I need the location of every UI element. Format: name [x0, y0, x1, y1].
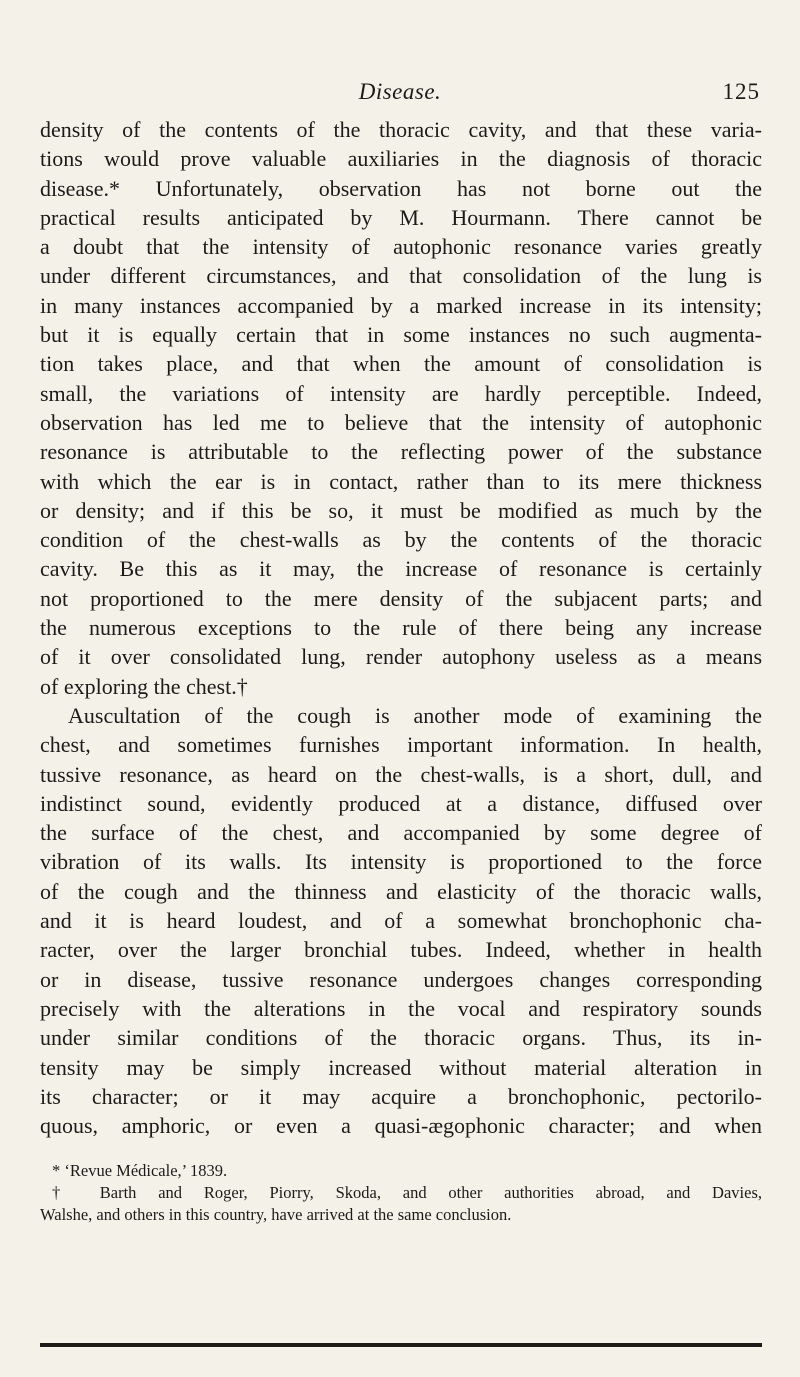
- text-line: racter, over the larger bronchial tubes. Indeed, whether in health: [40, 937, 762, 963]
- text-line: vibration of its walls. Its intensity is proportioned to the force: [40, 849, 762, 875]
- running-title: Disease.: [358, 79, 442, 104]
- body-text: [40, 115, 762, 1140]
- text-line: a doubt that the intensity of autophonic resonance varies greatly: [40, 234, 762, 260]
- footnote-1: * ‘Revue Médicale,’ 1839.: [52, 1161, 228, 1180]
- text-line: tensity may be simply increased without material alteration in: [40, 1054, 762, 1080]
- text-line: small, the variations of intensity are hardly perceptible. Indeed,: [40, 380, 762, 406]
- text-line: practical results anticipated by M. Hourmann. There cannot be: [40, 204, 762, 230]
- text-line: observation has led me to believe that the intensity of autophonic: [40, 409, 762, 435]
- footnote-2-continued: Walshe, and others in this country, have arrived at the same conclusion.: [40, 1205, 512, 1224]
- text-line: or density; and if this be so, it must be modified as much by the: [40, 497, 762, 523]
- paragraph-start-line: Auscultation of the cough is another mode of examining the: [68, 702, 762, 728]
- text-line: chest, and sometimes furnishes important information. In health,: [40, 732, 762, 758]
- text-line: resonance is attributable to the reflecting power of the substance: [40, 439, 762, 465]
- footnote-2: † Barth and Roger, Piorry, Skoda, and other authorities abroad, and Davies,: [52, 1183, 762, 1202]
- text-line: of the cough and the thinness and elasticity of the thoracic walls,: [40, 878, 762, 904]
- text-line: disease.* Unfortunately, observation has not borne out the: [40, 175, 762, 201]
- page-number: 125: [722, 79, 760, 104]
- text-line: cavity. Be this as it may, the increase of resonance is certainly: [40, 556, 762, 582]
- text-line: of it over consolidated lung, render autophony useless as a means: [40, 644, 762, 670]
- text-line: density of the contents of the thoracic cavity, and that these varia-: [40, 117, 762, 142]
- text-line: with which the ear is in contact, rather than to its mere thickness: [40, 468, 762, 494]
- text-line: precisely with the alterations in the vocal and respiratory sounds: [40, 995, 762, 1021]
- text-line: the surface of the chest, and accompanied by some degree of: [40, 820, 762, 846]
- text-line: not proportioned to the mere density of the subjacent parts; and: [40, 585, 762, 611]
- text-line: the numerous exceptions to the rule of there being any increase: [40, 615, 762, 641]
- text-line: under similar conditions of the thoracic organs. Thus, its in-: [40, 1025, 762, 1051]
- text-line: but it is equally certain that in some instances no such augmenta-: [40, 322, 762, 348]
- running-head: [40, 79, 760, 109]
- text-line: tions would prove valuable auxiliaries in the diagnosis of thoracic: [40, 146, 762, 172]
- paragraph-end-line: of exploring the chest.†: [40, 673, 248, 699]
- page-bottom-edge: [40, 1343, 762, 1347]
- text-line: tion takes place, and that when the amount of consolidation is: [40, 351, 762, 377]
- text-line: or in disease, tussive resonance undergoes changes corresponding: [40, 966, 762, 992]
- footnotes: [40, 1160, 762, 1226]
- text-line: in many instances accompanied by a marked increase in its intensity;: [40, 292, 762, 318]
- text-line: tussive resonance, as heard on the chest-walls, is a short, dull, and: [40, 761, 762, 787]
- text-line: and it is heard loudest, and of a somewhat bronchophonic cha-: [40, 908, 762, 934]
- text-line: quous, amphoric, or even a quasi-ægophonic character; and when: [40, 1113, 762, 1139]
- text-line: indistinct sound, evidently produced at a distance, diffused over: [40, 790, 762, 816]
- text-line: its character; or it may acquire a bronchophonic, pectorilo-: [40, 1083, 762, 1109]
- text-line: condition of the chest-walls as by the contents of the thoracic: [40, 527, 762, 553]
- text-line: under different circumstances, and that consolidation of the lung is: [40, 263, 762, 289]
